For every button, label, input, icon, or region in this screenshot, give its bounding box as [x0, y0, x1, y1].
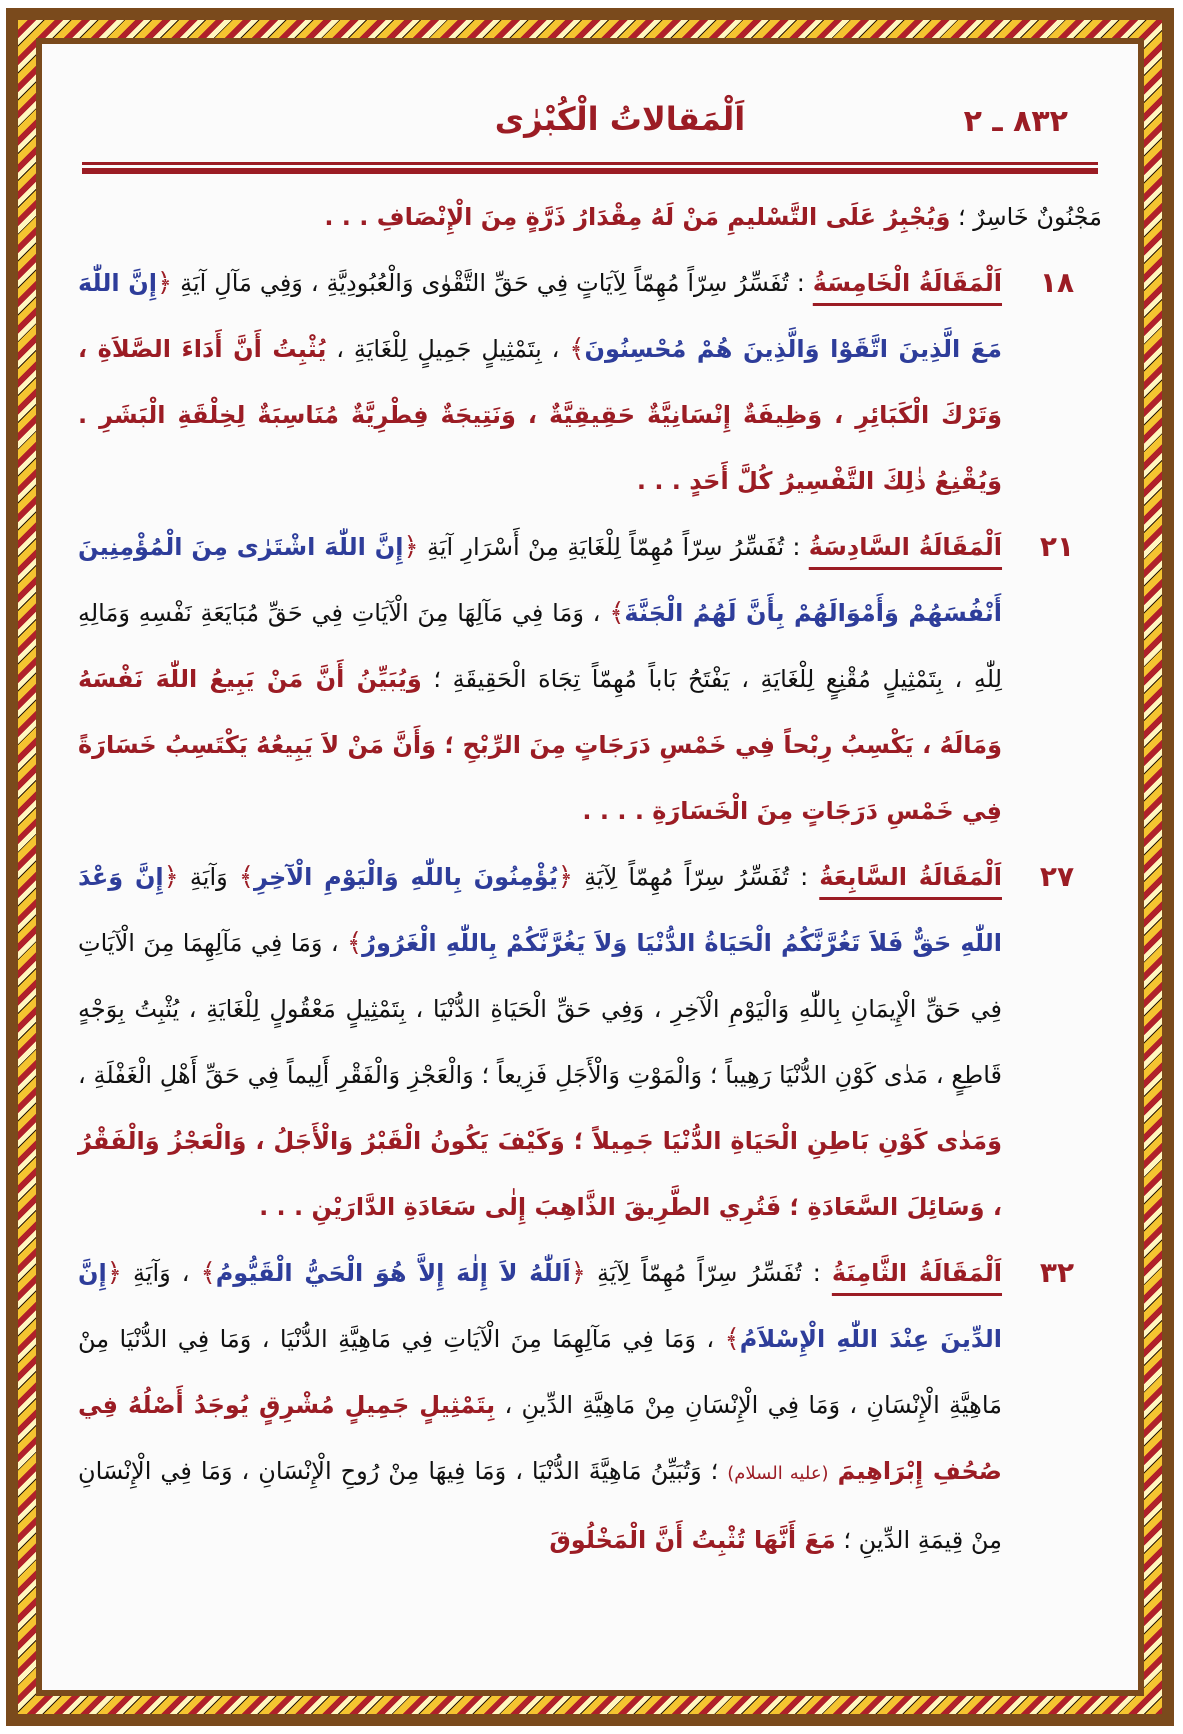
quran-verse: إِنَّ اللّٰهَ اشْتَرٰى مِنَ الْمُؤْمِنِينَ أَنْفُسَهُمْ وَأَمْوَالَهُمْ بِأَنَّ لَهُمُ الْجَنَّةَ [78, 533, 1002, 627]
paragraph-18 [78, 250, 1102, 514]
paragraph-emphasis: مَعَ أَنَّهَا تُثْبِتُ أَنَّ الْمَخْلُوقَ [549, 1526, 836, 1554]
quran-verse: يُؤْمِنُونَ بِاللّٰهِ وَالْيَوْمِ الْآخِرِ [254, 863, 558, 891]
page-header [82, 94, 1098, 154]
verse-close-ornament-icon: ﴾ [569, 334, 585, 364]
verse-close-ornament-icon: ﴾ [200, 1258, 216, 1288]
section-heading: اَلْمَقَالَةُ الثَّامِنَةُ [831, 1259, 1003, 1287]
paragraph-text: ، وَمَا فِي مَآلِهَا مِنَ الْآيَاتِ فِي حَقِّ مُبَايَعَةِ نَفْسِهِ وَمَالِهِ لِلّٰهِ ، بِتَمْثِيلٍ مُقْنِعٍ لِلْغَايَةِ ، يَفْتَحُ بَاباً مُهِمّاً تِجَاهَ الْحَقِيقَةِ ؛ [78, 599, 1003, 693]
paragraph-text: ، بِتَمْثِيلٍ جَمِيلٍ لِلْغَايَةِ ، [326, 335, 570, 363]
verse-close-ornament-icon: ﴾ [238, 862, 255, 892]
verse-open-ornament-icon: ﴿ [106, 1258, 122, 1288]
quran-verse: إِنَّ وَعْدَ اللّٰهِ حَقٌّ فَلاَ تَغُرَّنَّكُمُ الْحَيَاةُ الدُّنْيَا وَلاَ يَغُرَّنَّكُمْ بِاللّٰهِ الْغَرُورُ [78, 863, 1002, 957]
paragraph-21 [78, 514, 1102, 844]
paragraph-number: ٢١ [1039, 530, 1075, 563]
section-heading: اَلْمَقَالَةُ السَّادِسَةُ [808, 533, 1003, 561]
verse-open-ornament-icon: ﴿ [163, 862, 179, 892]
quran-verse: إِنَّ اللّٰهَ مَعَ الَّذِينَ اتَّقَوْا وَالَّذِينَ هُمْ مُحْسِنُونَ [78, 269, 1003, 363]
intro-text: مَجْنُونٌ خَاسِرٌ ؛ [950, 203, 1102, 231]
verse-open-ornament-icon: ﴿ [570, 1258, 587, 1288]
page-area [42, 44, 1138, 1690]
header-double-rule [82, 162, 1098, 174]
paragraph-number: ١٨ [1039, 266, 1075, 299]
verse-open-ornament-icon: ﴿ [156, 268, 173, 298]
paragraph-text: ، وَمَا فِي مَآلِهِمَا مِنَ الْآيَاتِ فِي مَاهِيَّةِ الدُّنْيَا ، وَمَا فِي الدُّنْيَا مِنْ مَاهِيَّةِ الْإِنْسَانِ ، وَمَا فِي الْإِنْسَانِ مِنْ مَاهِيَّةِ الدِّينِ ، [78, 1325, 1002, 1419]
page-number: ٨٣٢ ـ ٢ [963, 104, 1068, 139]
paragraph-emphasis: وَمَدٰى كَوْنِ بَاطِنِ الْحَيَاةِ الدُّنْيَا جَمِيلاً ؛ وَكَيْفَ يَكُونُ الْقَبْرُ وَالْأَجَلُ ، وَالْعَجْزُ وَالْفَقْرُ ، وَسَائِلَ السَّعَادَةِ ؛ فَتُرِي الطَّرِيقَ الذَّاهِبَ إِلٰى سَعَادَةِ الدَّارَيْنِ . . . [78, 1127, 1002, 1221]
paragraph-text: : تُفَسِّرُ سِرّاً مُهِمّاً لِآيَاتٍ فِي حَقِّ التَّقْوٰى وَالْعُبُودِيَّةِ ، وَفِي مَآلِ آيَةِ [172, 269, 813, 297]
paragraph-text: : تُفَسِّرُ سِرّاً مُهِمّاً لِلْغَايَةِ مِنْ أَسْرَارِ آيَةِ [418, 533, 809, 561]
paragraph-text: وَآيَةِ [178, 863, 239, 891]
paragraph-32 [78, 1240, 1102, 1573]
paragraph-text: : تُفَسِّرُ سِرّاً مُهِمّاً لِآيَةِ [573, 863, 820, 891]
paragraph-emphasis: يُثْبِتُ أَنَّ أَدَاءَ الصَّلاَةِ ، وَتَرْكَ الْكَبَائِرِ ، وَظِيفَةٌ إِنْسَانِيَّةٌ حَقِيقِيَّةٌ ، وَنَتِيجَةٌ فِطْرِيَّةٌ مُنَاسِبَةٌ لِخِلْقَةِ الْبَشَرِ . وَيُقْنِعُ ذٰلِكَ التَّفْسِيرُ كُلَّ أَحَدٍ . . . [78, 335, 1002, 495]
paragraph-number: ٣٢ [1039, 1256, 1075, 1289]
paragraph-emphasis: وَيُبَيِّنُ أَنَّ مَنْ يَبِيعُ اللّٰهَ نَفْسَهُ وَمَالَهُ ، يَكْسِبُ رِبْحاً فِي خَمْسِ دَرَجَاتٍ مِنَ الرِّبْحِ ؛ وَأَنَّ مَنْ لاَ يَبِيعُهُ يَكْتَسِبُ خَسَارَةً فِي خَمْسِ دَرَجَاتٍ مِنَ الْخَسَارَةِ . . . . [78, 665, 1002, 825]
paragraph-text: ، وَآيَةِ [121, 1259, 201, 1287]
verse-open-ornament-icon: ﴿ [557, 862, 574, 892]
verse-open-ornament-icon: ﴿ [403, 532, 419, 562]
paragraph-number: ٢٧ [1039, 860, 1075, 893]
page-body [78, 184, 1102, 1573]
paragraph-text: ؛ وَتُبَيِّنُ مَاهِيَّةَ الدُّنْيَا ، وَمَا فِيهَا مِنْ رُوحِ الْإِنْسَانِ ، وَمَا فِي الْإِنْسَانِ مِنْ قِيمَةِ الدِّينِ ؛ [78, 1457, 1002, 1554]
quran-verse: إِنَّ الدِّينَ عِنْدَ اللّٰهِ الْإِسْلاَمُ [78, 1259, 1002, 1353]
paragraph-emphasis: بِتَمْثِيلٍ جَمِيلٍ مُشْرِقٍ يُوجَدُ أَصْلُهُ فِي صُحُفِ إِبْرَاهِيمَ [78, 1391, 1002, 1485]
paragraph-27 [78, 844, 1102, 1240]
verse-close-ornament-icon: ﴾ [609, 598, 625, 628]
intro-paragraph [78, 184, 1102, 250]
paragraph-text: ، وَمَا فِي مَآلِهِمَا مِنَ الْآيَاتِ فِي حَقِّ الْإِيمَانِ بِاللّٰهِ وَالْيَوْمِ الْآخِرِ ، وَفِي حَقِّ الْحَيَاةِ الدُّنْيَا ، بِتَمْثِيلٍ مَعْقُولٍ لِلْغَايَةِ ، يُثْبِتُ بِوَجْهٍ قَاطِعٍ ، مَدٰى كَوْنِ الدُّنْيَا رَهِيباً ؛ وَالْمَوْتِ وَالْأَجَلِ فَزِيعاً ؛ وَالْعَجْزِ وَالْفَقْرِ أَلِيماً فِي حَقِّ أَهْلِ الْغَفْلَةِ ، [78, 929, 1002, 1089]
quran-verse: اَللّٰهُ لاَ إِلٰهَ إِلاَّ هُوَ الْحَيُّ الْقَيُّومُ [215, 1259, 571, 1287]
decorative-frame [6, 8, 1174, 1726]
section-heading: اَلْمَقَالَةُ الْخَامِسَةُ [812, 269, 1003, 297]
verse-close-ornament-icon: ﴾ [724, 1324, 740, 1354]
running-title: اَلْمَقالاتُ الْكُبْرٰى [494, 100, 746, 138]
intro-emphasis: وَيُجْبِرُ عَلَى التَّسْليمِ مَنْ لَهُ مِقْدَارُ ذَرَّةٍ مِنَ الْإِنْصَافِ . . . [324, 203, 951, 231]
section-heading: اَلْمَقَالَةُ السَّابِعَةُ [819, 863, 1002, 891]
verse-close-ornament-icon: ﴾ [346, 928, 363, 958]
honorific-icon: (عليه السلام) [727, 1463, 829, 1484]
paragraph-text: : تُفَسِّرُ سِرّاً مُهِمّاً لِآيَةِ [586, 1259, 832, 1287]
